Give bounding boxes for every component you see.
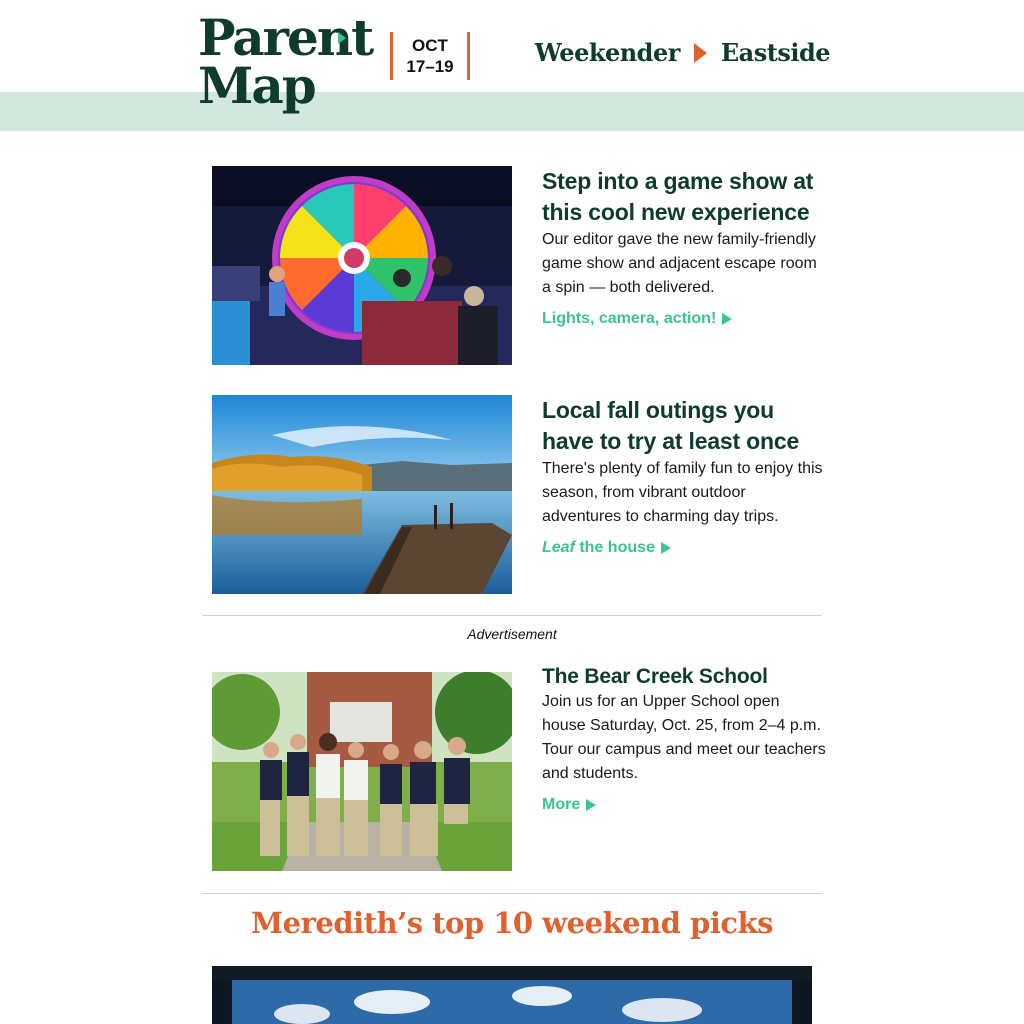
ad-link-label: More [542,796,581,813]
ad-title[interactable]: The Bear Creek School [542,665,768,688]
story-title[interactable]: Local fall outings you have to try at least once [542,397,800,454]
logo-word-map: Map [198,56,315,115]
play-arrow-icon [586,799,596,811]
ad-body: Join us for an Upper School open house Saturday, Oct. 25, from 2–4 p.m. Tour our campus and meet our teachers and students. [542,693,826,782]
ad-text [542,664,827,814]
story-link-label [542,539,655,557]
edition-title [535,38,830,67]
story-link[interactable] [542,310,732,328]
story-link-em: Leaf [542,539,575,556]
advertisement-label: Advertisement [467,626,557,642]
issue-date [390,32,470,80]
game-show-wheel-photo[interactable] [212,166,512,365]
logo-word-parent: Parent [198,8,373,67]
students-group-photo[interactable] [212,672,512,871]
stage-sky-backdrop-photo[interactable] [212,966,812,1024]
play-arrow-icon [661,542,671,554]
ad-bear-creek [212,664,826,872]
issue-date-month: OCT [412,36,448,55]
divider [202,893,822,894]
header [0,0,1024,131]
issue-date-range: 17–19 [406,57,454,76]
story-game-show [212,166,822,365]
story-body: Our editor gave the new family-friendly game show and adjacent escape room a spin — both delivered. [542,231,817,296]
story-title[interactable]: Step into a game show at this cool new experience [542,168,814,225]
story-link-rest: the house [574,539,655,556]
story-body: There's plenty of family fun to enjoy this season, from vibrant outdoor adventures to charming day trips. [542,460,823,525]
autumn-lake-dock-photo[interactable] [212,395,512,594]
divider [202,615,822,616]
ad-link[interactable] [542,796,596,814]
play-arrow-icon [722,313,732,325]
play-arrow-icon [694,43,707,63]
edition-name: Weekender [534,38,680,67]
logo-triangle-icon [338,32,346,44]
story-link[interactable] [542,539,671,557]
story-text [542,166,827,328]
edition-region: Eastside [720,38,830,67]
story-fall-outings [212,395,822,594]
picks-section-title: Meredith’s top 10 weekend picks [251,906,773,940]
story-text [542,395,827,557]
story-link-label: Lights, camera, action! [542,310,717,327]
parentmap-logo[interactable] [198,8,373,115]
